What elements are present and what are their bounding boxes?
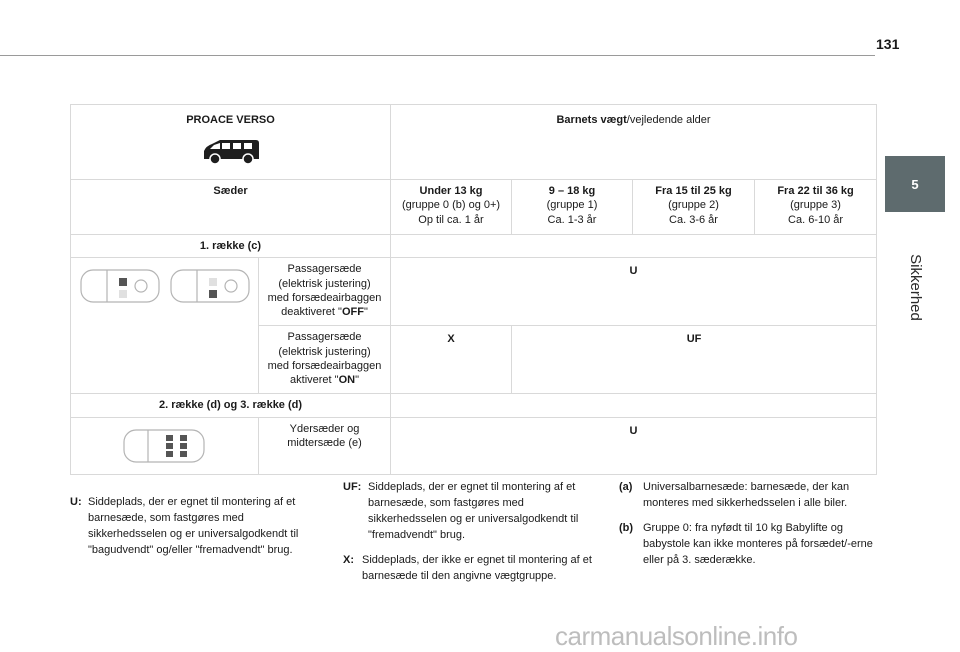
passenger-seat-on-cell (259, 326, 391, 394)
group-header-4 (755, 180, 877, 235)
model-name: PROACE VERSO (186, 114, 275, 126)
group-class: (gruppe 3) (790, 199, 841, 212)
group-header-3 (633, 180, 755, 235)
seat-line: Ydersæder og (289, 422, 360, 435)
legend-text: Universalbarnesæde: barnesæde, der kan monteres med sikkerhedsselen i alle biler. (643, 481, 850, 509)
group-age: Ca. 3-6 år (669, 213, 718, 226)
group-title: Fra 15 til 25 kg (655, 185, 732, 197)
legend-key: X: (343, 553, 354, 566)
outer-seats-value: U (391, 417, 877, 474)
airbag-state-pre: deaktiveret " (281, 306, 342, 319)
page-number: 131 (876, 36, 900, 52)
row1-empty (391, 235, 877, 258)
legend-key: (a) (619, 481, 633, 493)
passenger-on-value-right: UF (512, 326, 877, 394)
legend-text: Siddeplads, der er egnet til montering af et barnesæde, som fastgøres med sikkerhedsselen og er universalgodkendt til "bagudvendt" og/eller "fremadvendt" brug. (88, 496, 299, 556)
row2-label: 2. række (d) og 3. række (d) (71, 394, 391, 417)
legend-key: UF: (343, 481, 362, 493)
passenger-off-value: U (391, 258, 877, 326)
rear-seat-diagram-cell (71, 417, 259, 474)
child-weight-rest: /vejledende alder (626, 114, 711, 126)
row2-empty (391, 394, 877, 417)
legend-text: Siddeplads, der er egnet til montering af et barnesæde, som fastgøres med sikkerhedsselen og er universalgodkendt til "fremadvendt" brug. (368, 481, 579, 541)
legend-u (70, 495, 320, 559)
airbag-state-pre: aktiveret " (290, 374, 339, 387)
front-seat-car-icon (77, 266, 253, 306)
group-age: Ca. 6-10 år (788, 213, 844, 226)
seats-header: Sæder (71, 180, 391, 235)
passenger-on-value-left: X (391, 326, 512, 394)
seat-line: Passagersæde (287, 263, 362, 276)
row1-label: 1. række (c) (71, 235, 391, 258)
airbag-state-post: " (363, 306, 368, 319)
seat-line: med forsædeairbaggen (267, 291, 382, 304)
group-header-2 (512, 180, 633, 235)
seat-line: Passagersæde (287, 331, 362, 344)
group-title: Under 13 kg (419, 185, 483, 197)
group-title: Fra 22 til 36 kg (777, 185, 854, 197)
legend-text: Siddeplads, der ikke er egnet til montering af et barnesæde til den angivne vægtgruppe. (362, 553, 592, 582)
airbag-state-post: " (355, 374, 359, 387)
top-rule (0, 55, 875, 56)
group-header-1 (391, 180, 512, 235)
group-age: Ca. 1-3 år (547, 213, 597, 226)
child-weight-bold: Barnets vægt (556, 114, 627, 126)
legend-key: U: (70, 496, 82, 508)
group-title: 9 – 18 kg (548, 185, 596, 197)
seat-line (262, 373, 387, 387)
group-age: Op til ca. 1 år (418, 213, 484, 226)
legend-uf-x (343, 480, 605, 585)
side-tab-label (870, 232, 960, 342)
front-seat-diagram-cell (71, 258, 259, 394)
airbag-off-label: OFF (341, 306, 364, 319)
group-class: (gruppe 2) (668, 199, 719, 212)
side-tab-number[interactable]: 5 (885, 156, 945, 212)
child-seat-table (70, 104, 877, 475)
group-class: (gruppe 0 (b) og 0+) (401, 199, 501, 212)
airbag-on-label: ON (338, 374, 356, 387)
seat-line: (elektrisk justering) (278, 277, 371, 290)
watermark: carmanualsonline.info (555, 621, 798, 651)
seat-line: med forsædeairbaggen (267, 359, 382, 372)
legend-text: Gruppe 0: fra nyfødt til 10 kg Babylifte og babystole kan ikke monteres på forsædet/-erne eller på 3. sæderække. (643, 521, 873, 566)
legend-notes (619, 480, 874, 569)
group-class: (gruppe 1) (546, 199, 598, 212)
model-header-cell (71, 105, 391, 180)
outer-seats-cell (259, 417, 391, 474)
seat-line (262, 305, 387, 319)
van-icon (200, 137, 262, 167)
child-weight-header (391, 105, 877, 180)
rear-seat-car-icon (120, 426, 210, 466)
seat-line: midtersæde (e) (287, 436, 362, 449)
passenger-seat-off-cell (259, 258, 391, 326)
side-tab-label-text: Sikkerhed (906, 253, 924, 321)
legend-key: (b) (619, 521, 634, 534)
seat-line: (elektrisk justering) (278, 345, 371, 358)
